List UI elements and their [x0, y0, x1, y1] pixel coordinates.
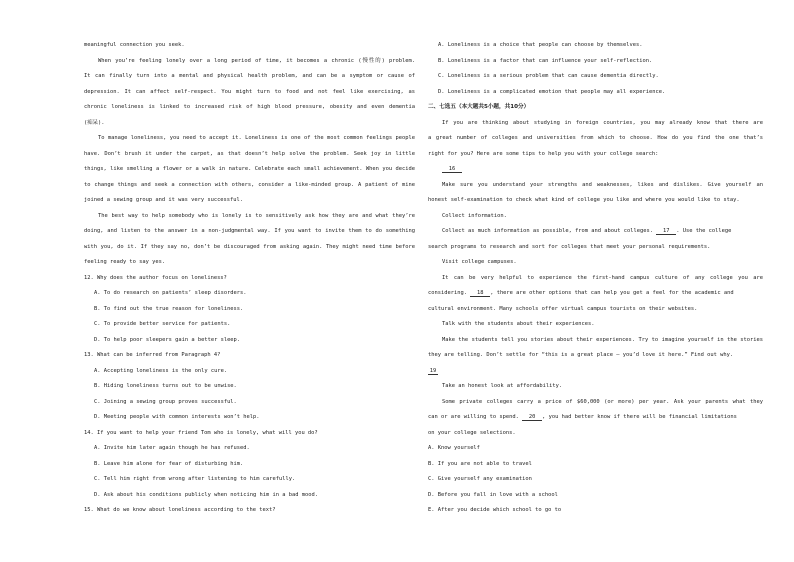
passage-text: can or are willing to spend. [428, 414, 519, 420]
subheading-visit: Visit college campuses. [442, 259, 517, 265]
question-stem-12: 12. Why does the author focus on loneliness? [84, 274, 227, 281]
passage-text: . Use the college [676, 228, 732, 234]
section-heading: 二、七选五（本大题共5小题，共10分） [428, 104, 530, 110]
blank-20[interactable]: 20 [522, 414, 542, 421]
passage-line: they are telling. Don’t settle for “this is a great place — you’d love it here.” Find out why. [428, 352, 734, 358]
passage-line: on your college selections. [428, 429, 516, 436]
passage-line: When you’re feeling lonely over a long period of time, it becomes a chronic (慢性的) problem. [98, 57, 415, 64]
choice-e[interactable]: E. After you decide which school to go to [428, 507, 562, 513]
passage-line: The best way to help somebody who is lonely is to sensitively ask how they are and what they’re [98, 212, 415, 219]
passage-text: , there are other options that can help you get a feel for the academic and [490, 290, 734, 296]
blank-18[interactable]: 18 [470, 290, 490, 297]
option-12d[interactable]: D. To help poor sleepers gain a better sleep. [94, 336, 241, 343]
passage-line: (痴呆). [84, 119, 105, 126]
option-15c[interactable]: C. Loneliness is a serious problem that can cause dementia directly. [438, 73, 659, 79]
option-14a[interactable]: A. Invite him later again though he has refused. [94, 445, 250, 451]
passage-line [428, 286, 763, 302]
passage-line: have. Don’t brush it under the carpet, as that doesn’t help solve the problem. Seek joy in little [84, 150, 415, 157]
passage-text: considering. [428, 290, 467, 296]
passage-line: To manage loneliness, you need to accept it. Loneliness is one of the most common feelings people [98, 135, 415, 141]
passage-line: feeling ready to say yes. [84, 259, 166, 265]
passage-line: It can finally turn into a mental and physical health problem, and can be a symptom or cause of [84, 73, 415, 79]
passage-line: meaningful connection you seek. [84, 42, 185, 48]
passage-line: Make sure you understand your strengths and weaknesses, likes and dislikes. Give yourself an [442, 181, 763, 188]
passage-line: search programs to research and sort for colleges that meet your personal requirements. [428, 243, 711, 250]
blank-17[interactable]: 17 [656, 228, 676, 235]
option-15d[interactable]: D. Loneliness is a complicated emotion that people may all experience. [438, 88, 666, 95]
option-15b[interactable]: B. Loneliness is a factor that can influence your self-reflection. [438, 57, 653, 64]
option-14d[interactable]: D. Ask about his conditions publicly when noticing him in a bad mood. [94, 491, 318, 498]
passage-line [428, 410, 763, 426]
passage-text: Collect as much information as possible, from and about colleges. [442, 228, 653, 234]
passage-line [428, 224, 763, 240]
option-13a[interactable]: A. Accepting loneliness is the only cure. [94, 367, 228, 374]
left-column [84, 38, 415, 519]
passage-line: to change things and seek a connection with others, consider a like-minded group. A patient of mine [84, 181, 415, 188]
passage-line: with you, do it. If they say no, don’t be discouraged from asking again. They might need time before [84, 243, 415, 250]
choice-d[interactable]: D. Before you fall in love with a school [428, 491, 558, 498]
passage-line: a great number of colleges and universities from which to choose. How do you find the one that’s [428, 135, 763, 141]
passage-line: honest self-examination to check what kind of college you like and where you would like to stay. [428, 197, 740, 203]
option-14b[interactable]: B. Leave him alone for fear of disturbing him. [94, 460, 244, 467]
passage-text: , you had better know if there will be financial limitations [542, 414, 737, 420]
right-column [428, 38, 763, 519]
passage-line: chronic loneliness is linked to increased risk of high blood pressure, obesity and even dementia [84, 104, 415, 110]
subheading-afford: Take an honest look at affordability. [442, 383, 563, 389]
choice-c[interactable]: C. Give yourself any examination [428, 476, 532, 482]
passage-line: It can be very helpful to experience the first-hand campus culture of any college you are [442, 274, 763, 281]
option-12b[interactable]: B. To find out the true reason for loneliness. [94, 305, 244, 312]
option-13c[interactable]: C. Joining a sewing group proves successful. [94, 398, 237, 405]
blank-19-line [428, 364, 763, 380]
choice-a[interactable]: A. Know yourself [428, 445, 480, 451]
passage-line: doing, and listen to the answer in a non-judgmental way. If you want to invite them to do something [84, 228, 415, 234]
passage-line: depression. It can affect self-respect. You might turn to food and not feel like exercising, as [84, 88, 415, 95]
choice-b[interactable]: B. If you are not able to travel [428, 460, 532, 467]
passage-line: joined a sewing group and it was very successful. [84, 197, 244, 203]
blank-19[interactable]: 19 [429, 367, 437, 374]
question-stem-14: 14. If you want to help your friend Tom who is lonely, what will you do? [84, 429, 318, 436]
subheading-talk: Talk with the students about their experiences. [442, 321, 595, 327]
passage-line: cultural environment. Many schools offer virtual campus tourists on their websites. [428, 305, 698, 312]
passage-line: Some private colleges carry a price of $60,000 (or more) per year. Ask your parents what they [442, 398, 763, 405]
option-12a[interactable]: A. To do research on patients’ sleep disorders. [94, 290, 247, 296]
option-15a[interactable]: A. Loneliness is a choice that people can choose by themselves. [438, 42, 643, 48]
option-12c[interactable]: C. To provide better service for patients. [94, 321, 231, 327]
passage-line: Make the students tell you stories about their experiences. Try to imagine yourself in the stories [442, 336, 763, 343]
question-stem-15: 15. What do we know about loneliness according to the text? [84, 507, 276, 513]
blank-16-line [428, 162, 763, 178]
option-13b[interactable]: B. Hiding loneliness turns out to be unwise. [94, 383, 237, 389]
subheading-collect: Collect information. [442, 212, 507, 219]
blank-16[interactable]: 16 [442, 166, 462, 173]
question-stem-13: 13. What can be inferred from Paragraph 4? [84, 352, 221, 358]
passage-line: right for you? Here are some tips to help you with your college search: [428, 150, 659, 157]
option-13d[interactable]: D. Meeting people with common interests won’t help. [94, 414, 260, 420]
passage-line: things, like smelling a flower or a walk in nature. Celebrate each small achievement. When you decide [84, 166, 415, 172]
passage-line: If you are thinking about studying in foreign countries, you may already know that there are [442, 119, 763, 126]
option-14c[interactable]: C. Tell him right from wrong after listening to him carefully. [94, 476, 296, 482]
